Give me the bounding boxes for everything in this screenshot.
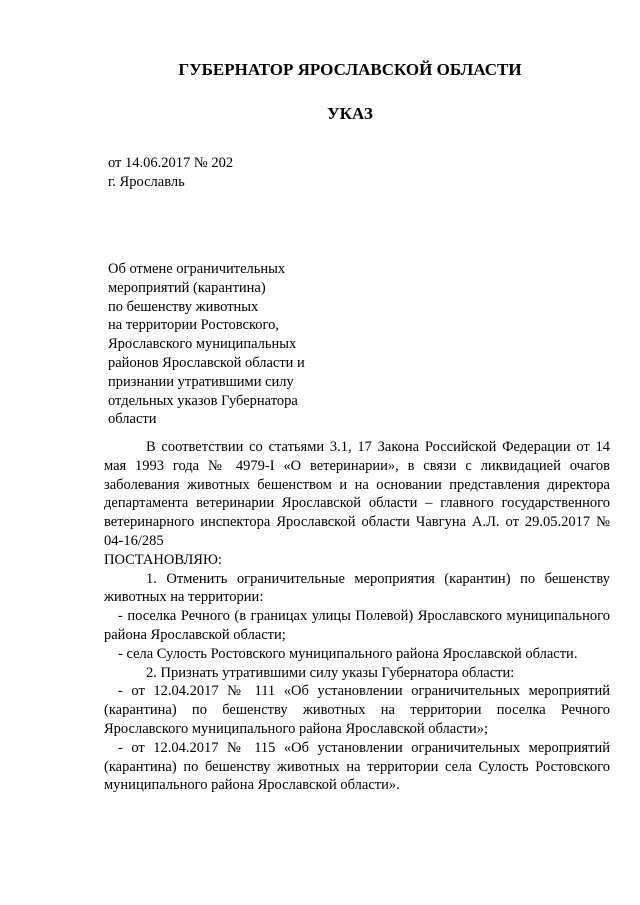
subject-line: признании утратившими силу — [108, 373, 294, 390]
item-1-subitem: - поселка Речного (в границах улицы Полевой) Ярославского муниципального района Ярославской области; — [104, 608, 610, 643]
place: г. Ярославль — [108, 174, 185, 190]
item-2: 2. Признать утратившими силу указы Губернатора области: — [146, 664, 515, 681]
subject-line: по бешенству животных — [108, 298, 259, 315]
subject-line: отдельных указов Губернатора — [108, 392, 298, 409]
document-body — [104, 438, 610, 795]
subject-line: Об отмене ограничительных — [108, 261, 286, 277]
subject-line: Ярославского муниципальных — [108, 336, 297, 353]
document-type: УКАЗ — [327, 104, 373, 123]
item-2-subitem: - от 12.04.2017 № 115 «Об установлении ограничительных мероприятий (карантина) по бешенству животных на территории села Сулость Ростовского муниципального района Ярославской области». — [104, 739, 610, 794]
item-2-subitem: - от 12.04.2017 № 111 «Об установлении ограничительных мероприятий (карантина) по бешенству животных на территории поселка Речного Ярославского муниципального района Ярославской области»; — [104, 683, 610, 737]
subject-line: районов Ярославской области и — [108, 354, 305, 371]
date-number: от 14.06.2017 № 202 — [108, 155, 234, 171]
item-1: 1. Отменить ограничительные мероприятия (карантин) по бешенству животных на территории: — [104, 570, 610, 606]
document-subject — [108, 260, 305, 429]
subject-line: мероприятий (карантина) — [108, 279, 266, 296]
item-1-subitem: - села Сулость Ростовского муниципального района Ярославской области. — [118, 645, 578, 662]
resolve-line: ПОСТАНОВЛЯЮ: — [104, 551, 222, 568]
issuing-authority: ГУБЕРНАТОР ЯРОСЛАВСКОЙ ОБЛАСТИ — [178, 60, 522, 79]
document-meta — [108, 154, 233, 192]
preamble-paragraph: В соответствии со статьями 3.1, 17 Закона Российской Федерации от 14 мая 1993 года № 4979-I «О ветеринарии», в связи с ликвидацией очагов заболевания животных бешенством и на основании представления директора департамента ветеринарии Ярославской области – главного государственного ветеринарного инспектора Ярославской области Чавгуна А.Л. от 29.05.2017 № 04-16/285 — [104, 439, 610, 549]
subject-line: области — [108, 411, 157, 428]
subject-line: на территории Ростовского, — [108, 317, 280, 334]
